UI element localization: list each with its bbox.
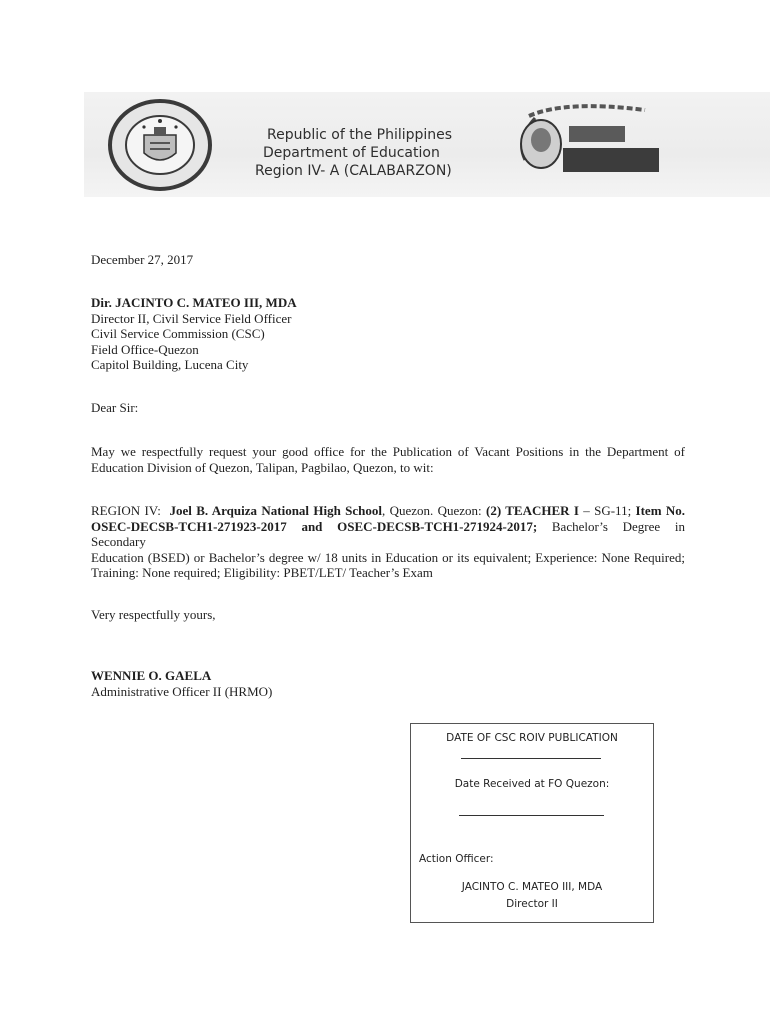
vacancy-paragraph <box>91 503 685 581</box>
publication-date-blank[interactable] <box>461 758 601 759</box>
vacancy-position: (2) TEACHER I <box>485 503 579 518</box>
letterhead-region: Region IV- A (CALABARZON) <box>255 163 452 179</box>
salutation: Dear Sir: <box>91 400 139 415</box>
vacancy-region: REGION IV: <box>91 503 161 518</box>
recipient-block <box>91 295 685 373</box>
recipient-line: Capitol Building, Lucena City <box>91 357 249 372</box>
vacancy-line-2 <box>91 519 685 550</box>
vacancy-line-3: Education (BSED) or Bachelor’s degree w/ 18 units in Education or its equivalent; Experience: None Required; <box>91 549 685 565</box>
date-received-label: Date Received at FO Quezon: <box>454 778 610 790</box>
signatory-name: WENNIE O. GAELA <box>91 668 212 683</box>
vacancy-salary-grade: – SG-11; <box>578 503 636 518</box>
vacancy-degree: Bachelor’s Degree in Secondary <box>91 518 685 549</box>
closing: Very respectfully yours, <box>91 607 216 622</box>
officer-title: Director II <box>506 898 558 910</box>
letter-date: December 27, 2017 <box>91 252 194 267</box>
recipient-line: Field Office-Quezon <box>91 341 199 357</box>
intro-paragraph <box>91 444 685 475</box>
vacancy-item-numbers: OSEC-DECSB-TCH1-271923-2017 and OSEC-DECSB-TCH1-271924-2017; <box>91 518 538 534</box>
letterhead-text <box>255 126 452 180</box>
recipient-name: Dir. JACINTO C. MATEO III, MDA <box>91 295 297 310</box>
signatory-block <box>91 668 685 699</box>
vacancy-school: Joel B. Arquiza National High School <box>169 503 382 518</box>
letterhead-department: Department of Education <box>263 145 440 161</box>
signatory-title: Administrative Officer II (HRMO) <box>91 683 273 699</box>
action-officer-label: Action Officer: <box>419 853 494 865</box>
csc-publication-box <box>410 723 654 923</box>
deped-quezon-logo-icon <box>505 100 665 180</box>
intro-line-1: May we respectfully request your good office for the Publication of Vacant Positions in the Department of <box>91 444 685 459</box>
vacancy-item-label: Item No. <box>635 503 685 518</box>
vacancy-line-4: Training: None required; Eligibility: PBET/LET/ Teacher’s Exam <box>91 565 433 580</box>
vacancy-location: , Quezon. Quezon: <box>382 503 486 518</box>
vacancy-line-1 <box>91 503 685 519</box>
recipient-line: Civil Service Commission (CSC) <box>91 326 265 341</box>
recipient-line: Director II, Civil Service Field Officer <box>91 310 292 326</box>
csc-box-heading: DATE OF CSC ROIV PUBLICATION <box>446 732 618 744</box>
officer-name: JACINTO C. MATEO III, MDA <box>461 881 603 893</box>
deped-seal-icon <box>104 97 216 193</box>
date-received-blank[interactable] <box>459 815 604 816</box>
letterhead-republic: Republic of the Philippines <box>267 127 453 143</box>
intro-line-2: Education Division of Quezon, Talipan, Pagbilao, Quezon, to wit: <box>91 459 434 475</box>
